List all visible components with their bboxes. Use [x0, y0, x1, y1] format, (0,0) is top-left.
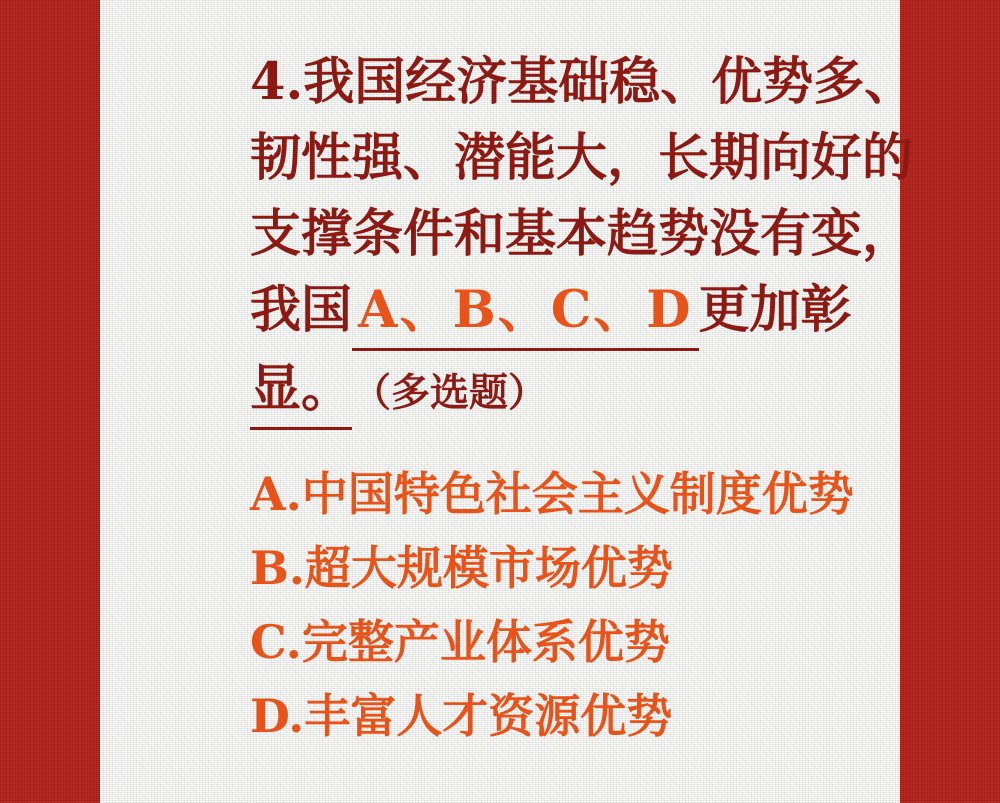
option-b-letter: B.: [250, 541, 305, 595]
option-a-letter: A.: [250, 467, 302, 521]
question-line-1-text: 我国经济基础稳、优势多、: [303, 52, 916, 112]
option-c[interactable]: [250, 605, 960, 679]
line4-prefix: 我国: [250, 280, 353, 340]
line5-text: 显。: [250, 351, 352, 430]
option-d-text: 丰富人才资源优势: [304, 689, 673, 743]
answer-blank: A、B、C、D: [352, 272, 699, 351]
option-d-letter: D.: [250, 689, 305, 743]
question-line-5: [250, 351, 960, 431]
option-c-text: 完整产业体系优势: [301, 615, 670, 669]
option-b[interactable]: [250, 531, 960, 605]
option-d[interactable]: [250, 679, 960, 753]
option-a[interactable]: [250, 457, 960, 531]
option-a-text: 中国特色社会主义制度优势: [301, 467, 854, 521]
option-b-text: 超大规模市场优势: [304, 541, 673, 595]
question-line-4: [250, 272, 960, 351]
option-c-letter: C.: [250, 615, 302, 669]
options-list: [250, 457, 960, 753]
question-number: 4.: [250, 52, 304, 112]
question-line-1: [250, 44, 960, 120]
question-line-3: 支撑条件和基本趋势没有变，: [250, 204, 914, 264]
question-body: [250, 44, 960, 431]
paper-panel: [100, 0, 916, 803]
question-line-2: 韧性强、潜能大，长期向好的: [250, 128, 914, 188]
question-type-tag: （多选题）: [352, 370, 548, 416]
line4-suffix: 更加彰: [698, 280, 852, 340]
question-content: [250, 44, 960, 753]
